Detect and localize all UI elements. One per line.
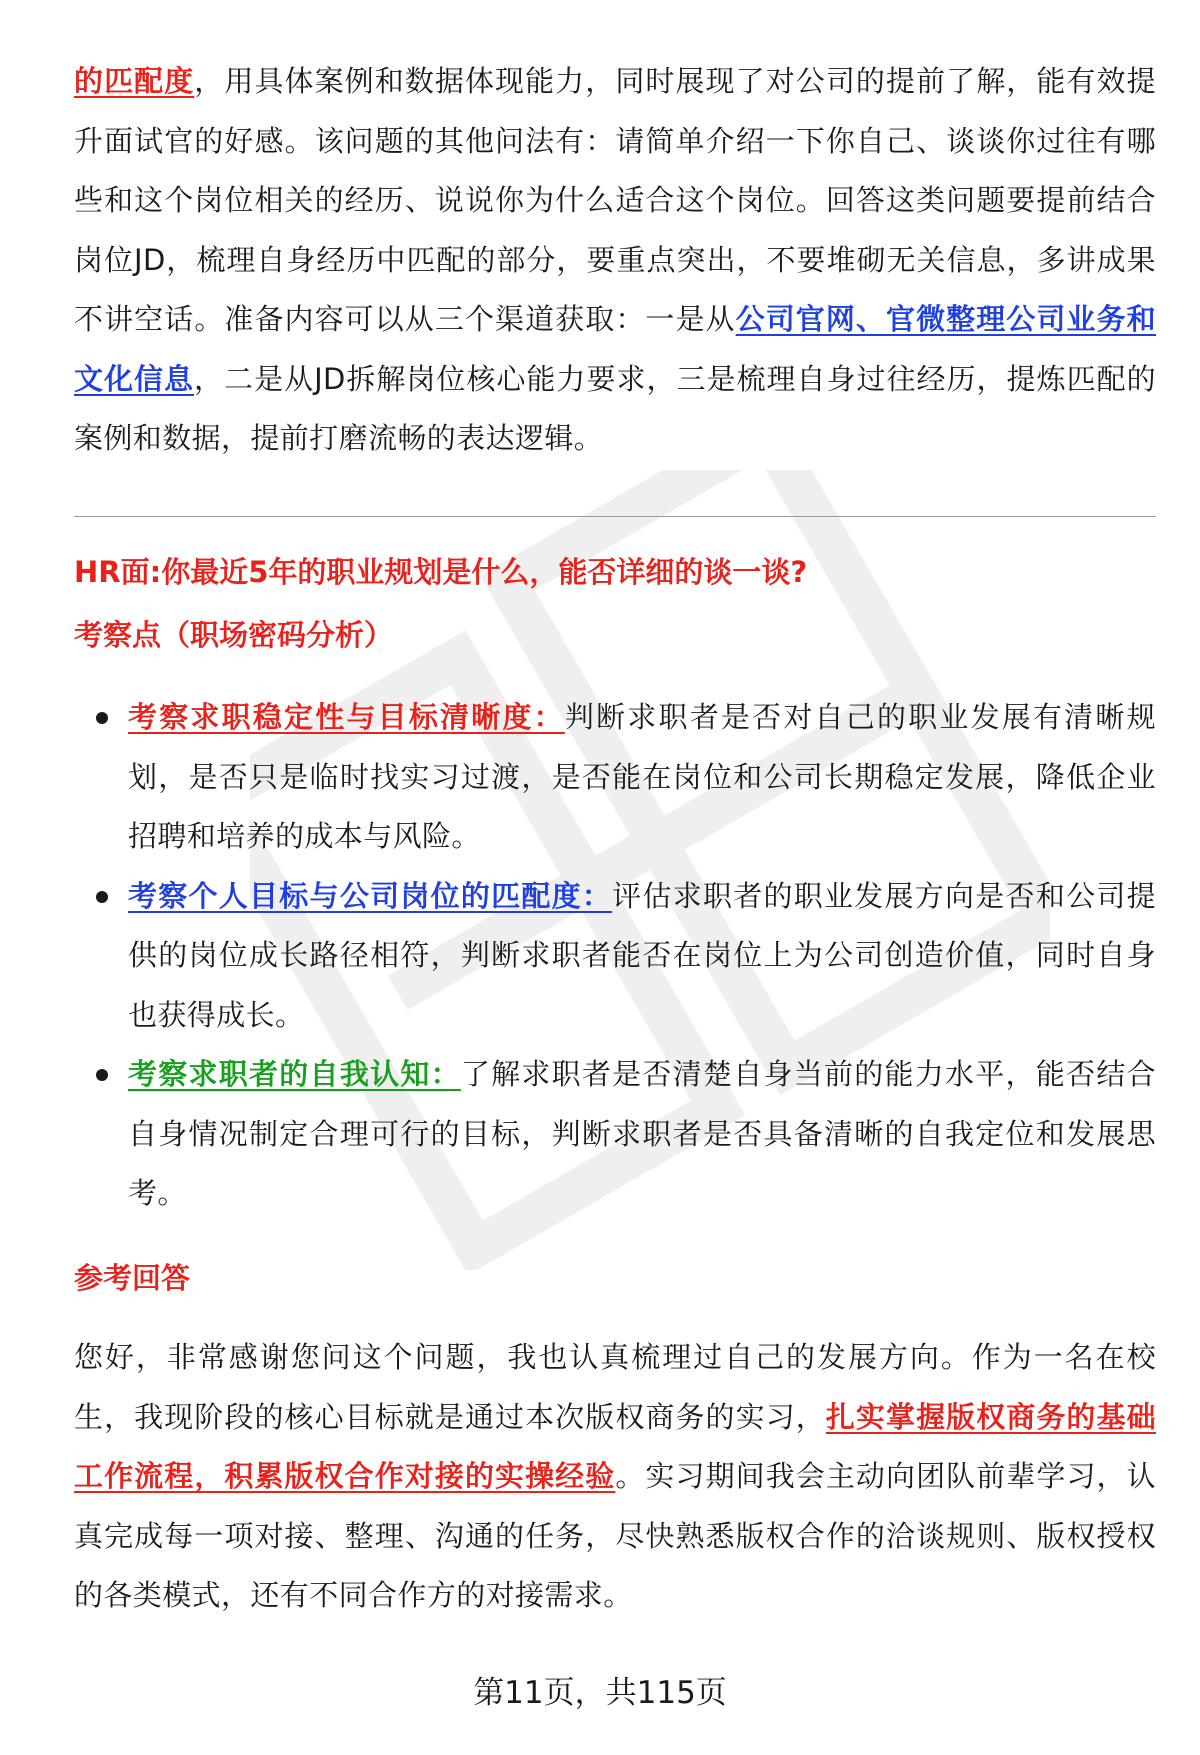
point-text: 判断求职者是否对自己的职业发展有清晰规划，是否只是临时找实习过渡，是否能在岗位和公司长期稳定发展，降低企业招聘和培养的成本与风险。 [128,700,1156,853]
highlight-company-info: 公司官网、官微整理公司业务和文化信息 [74,302,1156,396]
points-heading: 考察点（职场密码分析） [74,618,394,652]
bullet-icon [96,712,108,724]
question-title: HR面:你最近5年的职业规划是什么，能否详细的谈一谈? [74,555,808,589]
points-list [74,688,1156,1224]
answer-text-a: 您好，非常感谢您问这个问题，我也认真梳理过自己的发展方向。作为一名在校生，我现阶段的核心目标就是通过本次版权商务的实习， [74,1340,1156,1434]
point-text: 评估求职者的职业发展方向是否和公司提供的岗位成长路径相符，判断求职者能否在岗位上为公司创造价值，同时自身也获得成长。 [128,878,1156,1032]
intro-paragraph [74,52,1156,469]
page-number: 第11页，共115页 [473,1675,727,1711]
answer-heading: 参考回答 [74,1261,191,1295]
list-item [74,688,1156,867]
point-label: 考察个人目标与公司岗位的匹配度： [128,878,613,913]
point-label: 考察求职者的自我认知： [128,1057,461,1091]
intro-text-a: ，用具体案例和数据体现能力，同时展现了对公司的提前了解，能有效提升面试官的好感。该问题的其他问法有：请简单介绍一下你自己、谈谈你过往有哪些和这个岗位相关的经历、说说你为什么适合这个岗位。回答这类问题要提前结合岗位JD，梳理自身经历中匹配的部分，要重点突出，不要堆砌无关信息，多讲成果不讲空话。准备内容可以从三个渠道获取：一是从 [74,64,1156,336]
answer-section [74,1328,1156,1626]
answer-paragraph [74,1328,1156,1626]
highlight-answer: 扎实掌握版权商务的基础工作流程，积累版权合作对接的实操经验 [74,1399,1156,1493]
list-item [74,1045,1156,1224]
point-text: 了解求职者是否清楚自身当前的能力水平，能否结合自身情况制定合理可行的目标，判断求职者是否具备清晰的自我定位和发展思考。 [128,1057,1157,1210]
highlight-match: 的匹配度 [74,64,195,98]
point-label: 考察求职稳定性与目标清晰度： [128,700,565,734]
intro-text-b: ，二是从JD拆解岗位核心能力要求，三是梳理自身过往经历，提炼匹配的案例和数据，提前打磨流畅的表达逻辑。 [74,361,1156,455]
answer-text-b: 。实习期间我会主动向团队前辈学习，认真完成每一项对接、整理、沟通的任务，尽快熟悉版权合作的洽谈规则、版权授权的各类模式，还有不同合作方的对接需求。 [74,1459,1157,1612]
section-divider [74,516,1156,517]
list-item [74,867,1156,1046]
bullet-icon [96,1069,108,1081]
intro-section [74,52,1156,469]
bullet-icon [96,891,108,903]
